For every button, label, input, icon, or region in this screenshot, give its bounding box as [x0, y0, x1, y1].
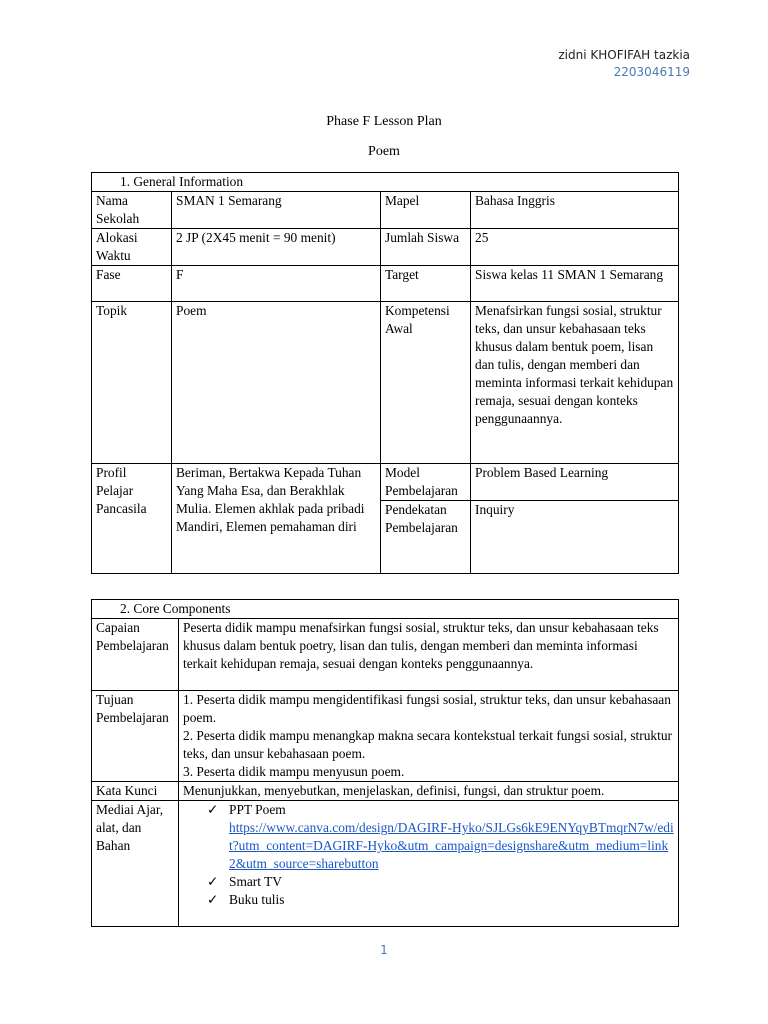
tujuan-value: [179, 691, 679, 782]
row-label: Target: [381, 266, 471, 302]
document-subtitle: Poem: [368, 144, 400, 159]
table-row: [92, 464, 679, 501]
capaian-value: Peserta didik mampu menafsirkan fungsi sosial, struktur teks, dan unsur kebahasaan teks khusus dalam bentuk poetry, lisan dan tulis, dengan memberi dan meminta informasi terkait kehidupan remaja, sesuai dengan konteks penggunaannya.: [179, 619, 679, 691]
list-item: 2. Peserta didik mampu menangkap makna secara kontekstual terkait fungsi sosial, struktur teks, dan unsur kebahasaan poem.: [183, 728, 673, 761]
author-block: [558, 47, 690, 81]
model-label: Model Pembelajaran: [381, 464, 471, 501]
kata-kunci-value: Menunjukkan, menyebutkan, menjelaskan, definisi, fungsi, dan struktur poem.: [179, 782, 679, 801]
pendekatan-label: Pendekatan Pembelajaran: [381, 501, 471, 574]
table-row: [92, 691, 679, 782]
model-value: Problem Based Learning: [471, 464, 679, 501]
row-value: Menafsirkan fungsi sosial, struktur teks, dan unsur kebahasaan teks khusus dalam bentuk poem, lisan dan tulis, dengan memberi dan meminta informasi terkait kehidupan remaja, sesuai dengan konteks penggunaannya.: [471, 302, 679, 464]
media-ppt-label: PPT Poem: [229, 802, 286, 817]
section-heading-core: 2. Core Components: [92, 600, 679, 619]
section-heading-general: 1. General Information: [92, 173, 679, 192]
row-label: Mapel: [381, 192, 471, 229]
check-icon: ✓: [207, 802, 219, 817]
media-value: [179, 801, 679, 927]
list-item: [207, 891, 674, 909]
row-label: Fase: [92, 266, 172, 302]
media-tv-label: Smart TV: [229, 874, 282, 889]
media-label: Mediai Ajar, alat, dan Bahan: [92, 801, 179, 927]
tujuan-label: Tujuan Pembelajaran: [92, 691, 179, 782]
author-nim: 2203046119: [613, 65, 690, 79]
list-item: 3. Peserta didik mampu menyusun poem.: [183, 764, 405, 779]
row-label: Kompetensi Awal: [381, 302, 471, 464]
capaian-label: Capaian Pembelajaran: [92, 619, 179, 691]
row-value: SMAN 1 Semarang: [172, 192, 381, 229]
table-row: [92, 192, 679, 229]
list-item: [207, 873, 674, 891]
profil-label: Profil Pelajar Pancasila: [92, 464, 172, 574]
list-item: 1. Peserta didik mampu mengidentifikasi fungsi sosial, struktur teks, dan unsur kebahasaan poem.: [183, 692, 671, 725]
row-label: Jumlah Siswa: [381, 229, 471, 266]
kata-kunci-label: Kata Kunci: [92, 782, 179, 801]
general-information-table: [91, 172, 679, 574]
row-value: 25: [471, 229, 679, 266]
document-title: Phase F Lesson Plan: [326, 114, 442, 129]
row-value: Bahasa Inggris: [471, 192, 679, 229]
table-row: [92, 619, 679, 691]
general-information-heading-row: [92, 173, 679, 192]
row-value: Siswa kelas 11 SMAN 1 Semarang: [471, 266, 679, 302]
media-buku-label: Buku tulis: [229, 892, 285, 907]
row-value: F: [172, 266, 381, 302]
core-components-heading-row: [92, 600, 679, 619]
table-row: [92, 266, 679, 302]
check-icon: ✓: [207, 874, 219, 889]
row-value: 2 JP (2X45 menit = 90 menit): [172, 229, 381, 266]
profil-value: Beriman, Bertakwa Kepada Tuhan Yang Maha Esa, dan Berakhlak Mulia. Elemen akhlak pada pribadi Mandiri, Elemen pemahaman diri: [172, 464, 381, 574]
table-row: [92, 782, 679, 801]
row-value: Poem: [172, 302, 381, 464]
table-row: [92, 229, 679, 266]
table-row: [92, 801, 679, 927]
pendekatan-value: Inquiry: [471, 501, 679, 574]
list-item: [207, 801, 674, 873]
row-label: Nama Sekolah: [92, 192, 172, 229]
row-label: Topik: [92, 302, 172, 464]
core-components-table: [91, 599, 679, 927]
table-row: [92, 302, 679, 464]
row-label: Alokasi Waktu: [92, 229, 172, 266]
author-name: zidni KHOFIFAH tazkia: [558, 48, 690, 62]
canva-link[interactable]: https://www.canva.com/design/DAGIRF-Hyko/SJLGs6kE9ENYqyBTmqrN7w/edit?utm_content=DAGIRF-Hyko&utm_campaign=designshare&utm_medium=link2&utm_source=sharebutton: [229, 820, 674, 871]
check-icon: ✓: [207, 892, 219, 907]
media-list: [183, 801, 674, 909]
page-number: 1: [380, 943, 388, 957]
